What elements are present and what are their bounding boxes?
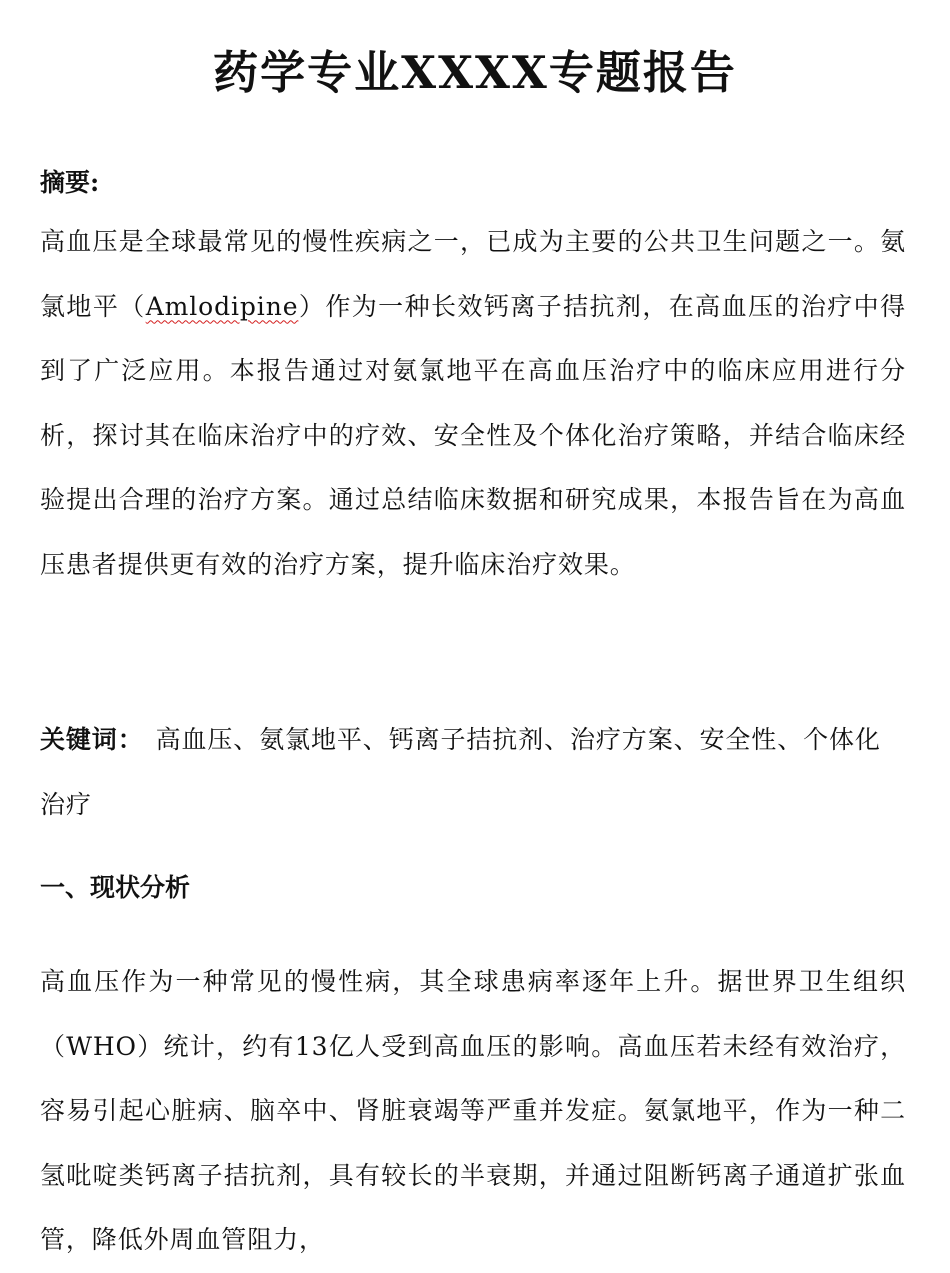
abstract-heading: 摘要: — [40, 168, 100, 197]
keywords-line — [40, 708, 906, 837]
section-heading-status-analysis: 一、现状分析 — [40, 873, 191, 902]
abstract-text-before: 高血压是全球最常见的慢性疾病之一，已成为主要的公共卫生问题之一。氨氯地平（ — [40, 227, 906, 321]
keywords-text: 高血压、氨氯地平、钙离子拮抗剂、治疗方案、安全性、个体化治疗 — [40, 725, 881, 819]
abstract-text-after: ）作为一种长效钙离子拮抗剂，在高血压的治疗中得到了广泛应用。本报告通过对氨氯地平在高血压治疗中的临床应用进行分析，探讨其在临床治疗中的疗效、安全性及个体化治疗策略，并结合临床经验提出合理的治疗方案。通过总结临床数据和研究成果，本报告旨在为高血压患者提供更有效的治疗方案，提升临床治疗效果。 — [40, 291, 907, 579]
document-title: 药学专业XXXX专题报告 — [213, 46, 737, 99]
status-analysis-paragraph: 高血压作为一种常见的慢性病，其全球患病率逐年上升。据世界卫生组织（WHO）统计，约有13亿人受到高血压的影响。高血压若未经有效治疗，容易引起心脏病、脑卒中、肾脏衰竭等严重并发症。氨氯地平，作为一种二氢吡啶类钙离子拮抗剂，具有较长的半衰期，并通过阻断钙离子通道扩张血管，降低外周血管阻力， — [40, 967, 906, 1254]
abstract-paragraph — [40, 210, 906, 597]
keywords-label: 关键词： — [40, 725, 144, 754]
amlodipine-term: Amlodipine — [145, 291, 299, 321]
